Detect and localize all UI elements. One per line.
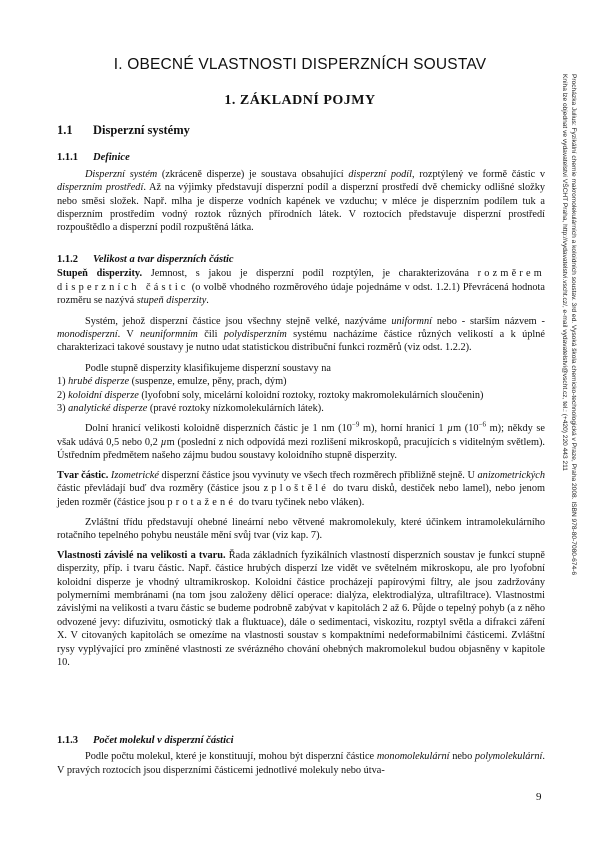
section-heading-1-1-3 xyxy=(57,734,545,747)
paragraph-tvar-castic xyxy=(57,469,545,509)
text-run: . Až na výjimky představují disperzní podíl a disperzní prostředí dvě chemicky odlišné složky nebo směsi složek. Např. mlha je disperze vodních kapének ve vzduchu; v mléce je disperzním podílem tuk a disperzním prostředím vodný roztok různých přírodních látek. V roztocích představuje disperzní prostředí rozpouštědlo a disperzní podíl rozpuštěná látka. xyxy=(57,182,545,234)
term-monodisperzni: monodisperzní xyxy=(57,329,118,341)
text-run: , rozptýlený ve formě částic v xyxy=(412,168,546,180)
list-text: (suspenze, emulze, pěny, prach, dým) xyxy=(129,376,287,388)
page-number: 9 xyxy=(536,791,542,803)
text-run: Systém, jehož disperzní částice jsou všechny stejně velké, nazýváme xyxy=(85,315,392,327)
section-title: Disperzní systémy xyxy=(93,123,190,137)
section-title: Počet molekul v disperzní částici xyxy=(93,735,234,746)
paragraph-definition xyxy=(57,168,545,235)
text-run: nebo - starším názvem - xyxy=(431,315,545,327)
text-run: systému nacházíme částice různých velikostí a k úplné charakterizaci takové soustavy je nutno udat statistickou distribuční funkci rozměrů (viz odst. 1.2.2). xyxy=(57,329,545,354)
text-run: m (10 xyxy=(453,423,479,435)
paragraph-pocet-molekul xyxy=(57,750,545,777)
list-item xyxy=(57,389,545,402)
section-number: 1.1 xyxy=(57,123,73,137)
term-disperzni-podil: disperzní podíl xyxy=(348,168,413,180)
list-term: analytické disperze xyxy=(68,403,148,415)
section-1-1-2-block xyxy=(57,253,545,669)
term-monomolekularni: monomolekulární xyxy=(376,751,450,763)
text-run: m (poslední z nich odpovídá mezi rozlišení mikroskopů, pracujících s viditelným světlem). Ústředním předmětem našeho zájmu budou soustavy koloidního stupně disperzity. xyxy=(57,436,545,462)
text-run: Řada základních fyzikálních vlastností disperzních soustav je funkcí stupně disperzity, příp. i tvaru částic. Např. částice hrubých disperzí lze vidět ve světelném mikroskopu, ale pro lyofobní koloidní disperze je vhodný ultramikroskop. Koloidní částice procházejí papírovými filtry, ale jsou zadržovány polymerními membránami (na tom jsou založeny dělicí operace: dialýza, elektrodialýza, ultrafiltrace). Vlastnostmi závislými na velikosti a tvaru částic se budeme podrobně zabývat v kapitolách 2 až 6. Půjde o tepelný pohyb (a z něho odvozené jevy: difuzivitu, osmotický tlak a fluktuace), dále o sedimentaci, viskozitu, rozptyl světla a difrakci záření X. V citovaných kapitolách se omezíme na vlastnosti soustav s kompaktními nedeformabilními částicemi. Zvláštní rysy vyplývající pro zmíněné vlastnosti ze svérázného chování ohebných makromolekul budou objasněny v kapitole 10. xyxy=(57,549,546,668)
chapter-title: 1. ZÁKLADNÍ POJMY xyxy=(224,93,376,108)
text-run: . xyxy=(206,295,209,307)
paragraph-makromolekuly: Zvláštní třídu představují ohebné lineární nebo větvené makromolekuly, které účinkem intramolekulárního rotačního tepelného pohybu neustále mění svůj tvar (viz kap. 7). xyxy=(57,516,545,542)
text-run: m); někdy se však udává 0,5 nebo 0,2 xyxy=(57,423,546,448)
list-text: (pravé roztoky nízkomolekulárních látek). xyxy=(147,403,324,415)
section-1-1-block xyxy=(57,124,545,235)
side-note-line-2: Kniha lze objednat ve vydavatelství VŠCHT Praha, http://vydavatelstvi.vscht.cz/, e-mail vydavatelstvi@vscht.cz, tel.: (+420) 220 443 211 xyxy=(561,74,568,471)
exponent: −6 xyxy=(478,421,486,430)
text-run: do tvaru disků, destiček nebo lamel), nebo jenom jeden rozměr (částice jsou xyxy=(57,483,545,508)
text-run: částic převládají buď dva rozměry (částice jsou xyxy=(57,483,264,495)
section-title: Definice xyxy=(93,152,130,164)
run-in-heading: Vlastnosti závislé na velikosti a tvaru. xyxy=(57,549,226,561)
term-stupen-disperzity: stupeň disperzity xyxy=(136,295,207,307)
text-run: do tvaru tyčinek nebo vláken). xyxy=(236,496,365,508)
text-run: (o volbě vhodného rozměrového údaje pojednáme v odst. 1.2.1) Převrácená hodnota rozměru se nazývá xyxy=(57,281,545,307)
section-1-1-3-block xyxy=(57,734,545,777)
text-run: . V xyxy=(117,329,141,341)
list-text: (lyofobní soly, micelární koloidní roztoky, roztoky makromolekulárních sloučenin) xyxy=(138,389,484,401)
paragraph-hranice xyxy=(57,422,545,462)
part-title: I. OBECNÉ VLASTNOSTI DISPERZNÍCH SOUSTAV xyxy=(113,56,487,73)
list-number: 2) xyxy=(57,389,69,401)
run-in-heading: Tvar částic. xyxy=(57,469,109,481)
exponent: −9 xyxy=(351,421,360,430)
list-term: hrubé disperze xyxy=(68,376,130,388)
list-item xyxy=(57,375,545,388)
text-run: . V pravých roztocích jsou disperzními částicemi jednotlivé molekuly nebo útva- xyxy=(57,751,545,776)
run-in-heading: Stupeň disperzity. xyxy=(57,268,143,280)
micro-symbol: µ xyxy=(160,436,167,448)
side-note xyxy=(560,74,578,575)
text-run: Dolní hranicí velikosti koloidně disperzních částic je 1 nm (10 xyxy=(85,423,352,435)
section-number: 1.1.2 xyxy=(57,254,78,265)
side-note-line-1: Procházka Julius: Fyzikální chemie makromolekulárních a koloidních soustav. 3rd ed. Vysoká škola chemicko-technologická v Praze, Praha 2008. ISBN 978-80-7080-674-6 xyxy=(570,74,577,576)
paragraph-vlastnosti xyxy=(57,549,545,670)
text-run: disperzní částice jsou vyvinuty ve všech třech rozměrech přibližně stejně. U xyxy=(158,469,478,481)
list-item xyxy=(57,402,545,415)
section-heading-1-1-1 xyxy=(57,151,545,164)
text-run: nebo xyxy=(449,751,475,763)
section-number: 1.1.3 xyxy=(57,735,78,746)
term-polymolekularni: polymolekulární xyxy=(474,751,543,763)
section-heading-1-1-2 xyxy=(57,253,545,266)
paragraph-stupen-disperzity xyxy=(57,267,545,307)
section-heading-1-1 xyxy=(57,124,545,137)
spaced-text: protažené xyxy=(167,496,237,508)
paragraph-uniformni xyxy=(57,315,545,355)
list-number: 1) xyxy=(57,376,69,388)
term-izometricke: Izometrické xyxy=(110,469,159,481)
text-run: čili xyxy=(197,329,224,341)
term-uniformni: uniformní xyxy=(391,315,432,327)
list-term: koloidní disperze xyxy=(68,389,139,401)
term-anizometricke: anizometrických xyxy=(477,469,545,481)
spaced-text: rozměrem disperzních částic xyxy=(57,268,545,293)
text-run: (zkráceně disperze) je soustava obsahující xyxy=(157,168,349,180)
spaced-text: zploštělé xyxy=(263,483,330,495)
term-neuniformni: neuniformním xyxy=(140,329,198,341)
list-number: 3) xyxy=(57,403,69,415)
section-number: 1.1.1 xyxy=(57,152,78,164)
paragraph-klasifikace: Podle stupně disperzity klasifikujeme disperzní soustavy na xyxy=(85,362,331,374)
text-run: Podle počtu molekul, které je konstituují, mohou být disperzní částice xyxy=(85,751,377,763)
term-disperzni-system: Disperzní systém xyxy=(85,168,158,180)
term-disperzni-prostredi: disperzním prostředí xyxy=(57,182,144,194)
section-title: Velikost a tvar disperzních částic xyxy=(93,254,234,265)
text-run: m), horní hranicí 1 xyxy=(359,423,448,435)
micro-symbol: µ xyxy=(447,423,454,435)
term-polydisperzni: polydisperzním xyxy=(223,329,287,341)
text-run: Jemnost, s jakou je disperzní podíl rozptýlen, je charakterizována xyxy=(142,268,478,280)
